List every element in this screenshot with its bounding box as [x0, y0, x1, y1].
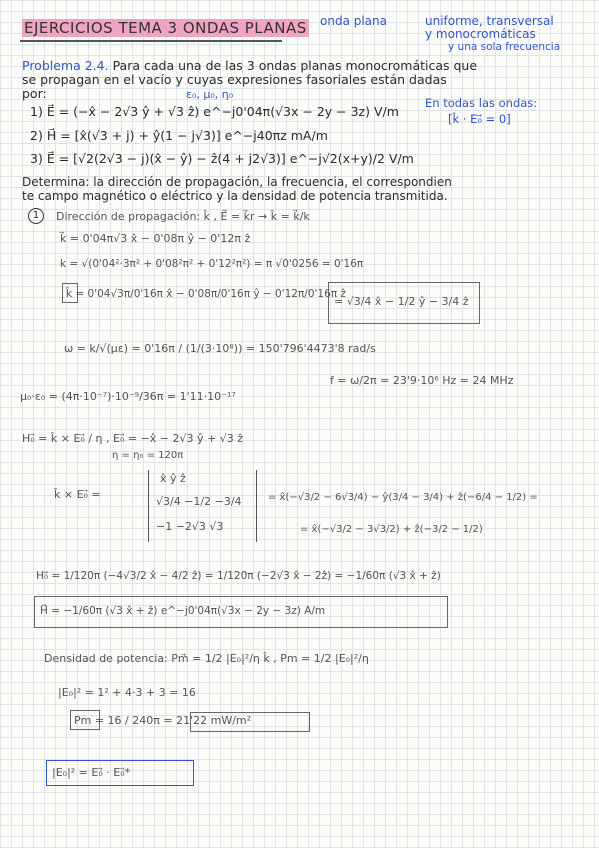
- khat-line: k̂ = 0'04√3π/0'16π x̂ − 0'08π/0'16π ŷ − 0'12π/0'16π ẑ: [66, 288, 346, 300]
- h0-calc-line: H₀⃗ = 1/120π (−4√3/2 x̂ − 4/2 ẑ) = 1/120π (−2√3 x̂ − 2ẑ) = −1/60π (√3 x̂ + ẑ): [36, 570, 441, 582]
- kmag-line: k = √(0'04²·3π² + 0'08²π² + 0'12²π²) = π √0'0256 = 0'16π: [60, 258, 364, 270]
- item-number: 1: [28, 208, 44, 224]
- cross-result-1: = x̂(−√3/2 − 6√3/4) − ŷ(3/4 − 3/4) + ẑ(−6/4 − 1/2) =: [268, 492, 538, 503]
- problem-line-1: Problema 2.4. Para cada una de las 3 ondas planas monocromáticas que: [22, 58, 478, 73]
- matrix-left-bar: [148, 470, 149, 542]
- side-prop-3: y una sola frecuencia: [448, 41, 561, 53]
- h0-line: H₀⃗ = k̂ × E₀⃗ / η , E₀⃗ = −x̂ − 2√3 ŷ + √3 ẑ: [22, 432, 243, 445]
- mu-eps-line: μ₀·ε₀ = (4π·10⁻⁷)·10⁻⁹/36π = 1'11·10⁻¹⁷: [20, 390, 236, 403]
- side-prop-1: uniforme, transversal: [425, 14, 554, 28]
- equation-2: 2) H⃗ = [x̂(√3 + j) + ŷ(1 − j√3)] e^−j40πz mA/m: [30, 128, 328, 143]
- side-label: onda plana: [320, 14, 387, 28]
- matrix-row-1: x̂ ŷ ẑ: [160, 472, 186, 485]
- h-result: H⃗ = −1/60π (√3 x̂ + ẑ) e^−j0'04π(√3x − 2y − 3z) A/m: [40, 605, 326, 617]
- cross-label: k̂ × E₀⃗ =: [54, 488, 101, 501]
- note-all-waves: En todas las ondas:: [425, 96, 538, 110]
- khat-result: = √3/4 x̂ − 1/2 ŷ − 3/4 ẑ: [334, 295, 469, 308]
- freq-line: f = ω/2π = 23'9·10⁶ Hz = 24 MHz: [330, 374, 514, 387]
- note-condition: [k̂ · E₀⃗ = 0]: [448, 112, 511, 126]
- eta-line: η = η₀ = 120π: [112, 450, 184, 461]
- vacuum-note: ε₀, μ₀, η₀: [186, 88, 234, 101]
- direction-line: Dirección de propagación: k̂ , E⃗ = k⃗r → k̂ = k⃗/k: [56, 210, 310, 223]
- problem-line-2: se propagan en el vacío y cuyas expresiones fasoriales están dadas: [22, 72, 447, 87]
- e0-squared-line: |E₀|² = 1² + 4·3 + 3 = 16: [58, 686, 196, 699]
- title-underline: [20, 40, 282, 42]
- cross-result-2: = x̂(−√3/2 − 3√3/2) + ẑ(−3/2 − 1/2): [300, 524, 483, 535]
- problem-label: Problema 2.4.: [22, 58, 109, 73]
- omega-line: ω = k/√(με) = 0'16π / (1/(3·10⁸)) = 150'796'4473'8 rad/s: [64, 342, 376, 355]
- kvec-line: k⃗ = 0'04π√3 x̂ − 0'08π ŷ − 0'12π ẑ: [60, 232, 251, 245]
- pm-line: Pm = 16 / 240π = 21'22 mW/m²: [74, 714, 252, 727]
- power-def-line: Densidad de potencia: Pm⃗ = 1/2 |E₀|²/η k̂ , Pm = 1/2 |E₀|²/η: [44, 652, 369, 665]
- matrix-row-3: −1 −2√3 √3: [156, 520, 224, 533]
- matrix-row-2: √3/4 −1/2 −3/4: [156, 495, 242, 508]
- problem-line-3: por:: [22, 86, 47, 101]
- task-line-2: te campo magnético o eléctrico y la densidad de potencia transmitida.: [22, 189, 448, 203]
- equation-1: 1) E⃗ = (−x̂ − 2√3 ŷ + √3 ẑ) e^−j0'04π(√3x − 2y − 3z) V/m: [30, 104, 399, 119]
- equation-3: 3) E⃗ = [√2(2√3 − j)(x̂ − ŷ) − ẑ(4 + j2√3)] e^−j√2(x+y)/2 V/m: [30, 151, 414, 166]
- task-line-1: Determina: la dirección de propagación, la frecuencia, el correspondien: [22, 175, 452, 189]
- matrix-right-bar: [256, 470, 257, 542]
- page-title: EJERCICIOS TEMA 3 ONDAS PLANAS: [24, 19, 307, 37]
- side-prop-2: y monocromáticas: [425, 27, 536, 41]
- final-line: |E₀|² = E₀⃗ · E₀⃗*: [52, 766, 131, 779]
